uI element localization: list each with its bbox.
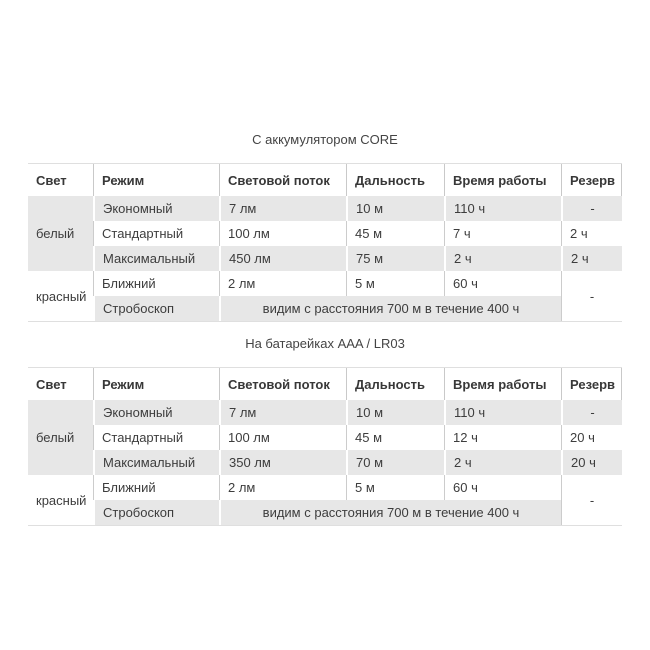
table-cell: красный [28, 271, 93, 321]
column-header: Время работы [444, 164, 561, 196]
table-row [28, 450, 622, 475]
table-row [28, 500, 622, 525]
table-cell: 7 ч [444, 221, 561, 246]
table-cell: 2 ч [561, 221, 622, 246]
table-cell: Экономный [93, 196, 219, 221]
column-header: Свет [28, 164, 93, 196]
table-cell: 2 ч [444, 246, 561, 271]
table-row [28, 400, 622, 425]
column-header: Резерв [561, 368, 622, 400]
table-cell: - [561, 400, 622, 425]
table-cell: видим с расстояния 700 м в течение 400 ч [219, 500, 561, 525]
table-title-core: С аккумулятором CORE [252, 132, 398, 147]
table-cell: видим с расстояния 700 м в течение 400 ч [219, 296, 561, 321]
table-cell: 10 м [346, 400, 444, 425]
table-row [28, 196, 622, 221]
table-cell: Ближний [93, 271, 219, 296]
table-cell: 100 лм [219, 221, 346, 246]
spec-section-batteries [0, 336, 650, 526]
table-cell: 10 м [346, 196, 444, 221]
table-cell: - [561, 271, 622, 321]
column-header: Время работы [444, 368, 561, 400]
table-cell: 60 ч [444, 475, 561, 500]
table-cell: белый [28, 400, 93, 475]
table-cell: Экономный [93, 400, 219, 425]
table-cell: 450 лм [219, 246, 346, 271]
column-header: Световой поток [219, 164, 346, 196]
spec-table-core [28, 163, 622, 322]
column-header: Режим [93, 368, 219, 400]
column-header: Режим [93, 164, 219, 196]
table-cell: - [561, 196, 622, 221]
table-cell: 45 м [346, 425, 444, 450]
table-cell: 110 ч [444, 400, 561, 425]
table-cell: 20 ч [561, 425, 622, 450]
table-cell: 7 лм [219, 400, 346, 425]
table-cell: 20 ч [561, 450, 622, 475]
table-cell: Максимальный [93, 450, 219, 475]
table-cell: Ближний [93, 475, 219, 500]
table-cell: 2 ч [561, 246, 622, 271]
table-cell: Стандартный [93, 425, 219, 450]
table-row [28, 475, 622, 500]
column-header: Дальность [346, 368, 444, 400]
table-cell: 7 лм [219, 196, 346, 221]
table-cell: Стандартный [93, 221, 219, 246]
table-title-batteries: На батарейках AAA / LR03 [245, 336, 405, 351]
column-header: Резерв [561, 164, 622, 196]
column-header: Дальность [346, 164, 444, 196]
table-row [28, 271, 622, 296]
table-cell: белый [28, 196, 93, 271]
table-row [28, 221, 622, 246]
table-cell: 60 ч [444, 271, 561, 296]
table-cell: 45 м [346, 221, 444, 246]
table-cell: Стробоскоп [93, 296, 219, 321]
table-cell: 75 м [346, 246, 444, 271]
table-cell: 350 лм [219, 450, 346, 475]
table-row [28, 425, 622, 450]
table-cell: 100 лм [219, 425, 346, 450]
table-cell: 2 лм [219, 271, 346, 296]
table-cell: Стробоскоп [93, 500, 219, 525]
header-row [28, 368, 622, 400]
table-cell: 110 ч [444, 196, 561, 221]
table-cell: - [561, 475, 622, 525]
table-cell: Максимальный [93, 246, 219, 271]
table-cell: 5 м [346, 271, 444, 296]
column-header: Световой поток [219, 368, 346, 400]
table-cell: 2 ч [444, 450, 561, 475]
table-cell: 5 м [346, 475, 444, 500]
table-cell: 2 лм [219, 475, 346, 500]
column-header: Свет [28, 368, 93, 400]
table-cell: красный [28, 475, 93, 525]
spec-section-core [0, 132, 650, 322]
spec-table-batteries [28, 367, 622, 526]
table-row [28, 296, 622, 321]
table-cell: 12 ч [444, 425, 561, 450]
header-row [28, 164, 622, 196]
table-row [28, 246, 622, 271]
table-cell: 70 м [346, 450, 444, 475]
